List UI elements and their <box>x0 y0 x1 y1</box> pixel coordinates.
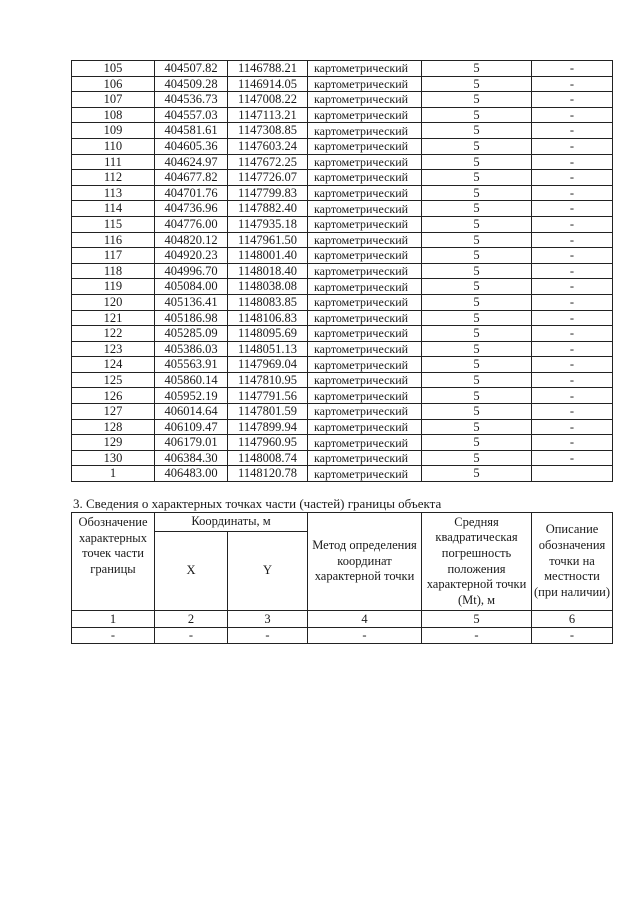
mean-error-cell: 5 <box>422 216 532 232</box>
coord-x-cell: 404581.61 <box>155 123 228 139</box>
coord-y-cell: 1147960.95 <box>228 435 308 451</box>
description-cell: - <box>532 216 613 232</box>
method-cell: картометрический <box>308 263 422 279</box>
column-number-cell: 4 <box>308 611 422 628</box>
coord-x-cell: 404736.96 <box>155 201 228 217</box>
point-number-cell: 114 <box>72 201 155 217</box>
coord-y-cell: 1147882.40 <box>228 201 308 217</box>
table-row <box>72 170 613 186</box>
coord-y-cell: 1148051.13 <box>228 341 308 357</box>
mean-error-cell: 5 <box>422 61 532 77</box>
coord-x-cell: 404677.82 <box>155 170 228 186</box>
coord-x-cell: 405084.00 <box>155 279 228 295</box>
header-description: Описание обозначения точки на местности (при наличии) <box>532 513 613 611</box>
description-cell: - <box>532 201 613 217</box>
point-number-cell: 119 <box>72 279 155 295</box>
point-number-cell: 111 <box>72 154 155 170</box>
description-cell <box>532 466 613 482</box>
header-designation: Обозначение характерных точек части границы <box>72 513 155 611</box>
point-number-cell: 117 <box>72 248 155 264</box>
method-cell: картометрический <box>308 419 422 435</box>
coord-x-cell: 404624.97 <box>155 154 228 170</box>
coord-y-cell: 1147308.85 <box>228 123 308 139</box>
description-cell: - <box>532 326 613 342</box>
description-cell: - <box>532 419 613 435</box>
empty-cell: - <box>72 628 155 644</box>
point-number-cell: 122 <box>72 326 155 342</box>
table-row <box>72 419 613 435</box>
coord-x-cell: 404557.03 <box>155 107 228 123</box>
point-number-cell: 1 <box>72 466 155 482</box>
coord-y-cell: 1147799.83 <box>228 185 308 201</box>
coord-x-cell: 404509.28 <box>155 76 228 92</box>
coord-y-cell: 1147113.21 <box>228 107 308 123</box>
coord-y-cell: 1147008.22 <box>228 92 308 108</box>
header-coordinates: Координаты, м <box>155 513 308 532</box>
coord-x-cell: 404605.36 <box>155 138 228 154</box>
point-number-cell: 127 <box>72 404 155 420</box>
description-cell: - <box>532 138 613 154</box>
point-number-cell: 109 <box>72 123 155 139</box>
coord-y-cell: 1148120.78 <box>228 466 308 482</box>
mean-error-cell: 5 <box>422 92 532 108</box>
description-cell: - <box>532 92 613 108</box>
coord-y-cell: 1147961.50 <box>228 232 308 248</box>
empty-cell: - <box>308 628 422 644</box>
table-row <box>72 263 613 279</box>
coord-y-cell: 1147726.07 <box>228 170 308 186</box>
description-cell: - <box>532 310 613 326</box>
coord-x-cell: 406483.00 <box>155 466 228 482</box>
header-y: Y <box>228 532 308 611</box>
method-cell: картометрический <box>308 310 422 326</box>
table-row <box>72 185 613 201</box>
table-row <box>72 201 613 217</box>
header-mean-error: Средняя квадратическая погрешность положения характерной точки (Mt), м <box>422 513 532 611</box>
empty-data-row <box>72 628 613 644</box>
description-cell: - <box>532 372 613 388</box>
coord-x-cell: 405386.03 <box>155 341 228 357</box>
description-cell: - <box>532 107 613 123</box>
description-cell: - <box>532 435 613 451</box>
mean-error-cell: 5 <box>422 232 532 248</box>
method-cell: картометрический <box>308 248 422 264</box>
coord-x-cell: 405186.98 <box>155 310 228 326</box>
mean-error-cell: 5 <box>422 76 532 92</box>
description-cell: - <box>532 388 613 404</box>
column-number-cell: 3 <box>228 611 308 628</box>
column-number-cell: 6 <box>532 611 613 628</box>
point-number-cell: 112 <box>72 170 155 186</box>
method-cell: картометрический <box>308 123 422 139</box>
point-number-cell: 118 <box>72 263 155 279</box>
point-number-cell: 115 <box>72 216 155 232</box>
description-cell: - <box>532 154 613 170</box>
coord-x-cell: 404536.73 <box>155 92 228 108</box>
method-cell: картометрический <box>308 404 422 420</box>
mean-error-cell: 5 <box>422 310 532 326</box>
mean-error-cell: 5 <box>422 185 532 201</box>
method-cell: картометрический <box>308 435 422 451</box>
mean-error-cell: 5 <box>422 170 532 186</box>
point-number-cell: 130 <box>72 450 155 466</box>
coord-x-cell: 404920.23 <box>155 248 228 264</box>
coord-x-cell: 406384.30 <box>155 450 228 466</box>
method-cell: картометрический <box>308 294 422 310</box>
table-row <box>72 341 613 357</box>
coord-x-cell: 405136.41 <box>155 294 228 310</box>
characteristic-points-table <box>71 60 613 482</box>
table-row <box>72 450 613 466</box>
table-row <box>72 76 613 92</box>
empty-cell: - <box>228 628 308 644</box>
point-number-cell: 105 <box>72 61 155 77</box>
table-row <box>72 357 613 373</box>
coord-y-cell: 1147672.25 <box>228 154 308 170</box>
description-cell: - <box>532 279 613 295</box>
description-cell: - <box>532 76 613 92</box>
empty-cell: - <box>532 628 613 644</box>
coord-x-cell: 404507.82 <box>155 61 228 77</box>
description-cell: - <box>532 404 613 420</box>
point-number-cell: 108 <box>72 107 155 123</box>
characteristic-points-body <box>72 61 613 482</box>
coord-x-cell: 406014.64 <box>155 404 228 420</box>
method-cell: картометрический <box>308 341 422 357</box>
coord-x-cell: 404996.70 <box>155 263 228 279</box>
method-cell: картометрический <box>308 154 422 170</box>
description-cell: - <box>532 123 613 139</box>
method-cell: картометрический <box>308 388 422 404</box>
coord-y-cell: 1147801.59 <box>228 404 308 420</box>
method-cell: картометрический <box>308 185 422 201</box>
point-number-cell: 110 <box>72 138 155 154</box>
coord-y-cell: 1146788.21 <box>228 61 308 77</box>
mean-error-cell: 5 <box>422 419 532 435</box>
column-number-cell: 1 <box>72 611 155 628</box>
table-row <box>72 294 613 310</box>
description-cell: - <box>532 263 613 279</box>
coord-y-cell: 1148106.83 <box>228 310 308 326</box>
coord-x-cell: 406109.47 <box>155 419 228 435</box>
description-cell: - <box>532 341 613 357</box>
coord-y-cell: 1148095.69 <box>228 326 308 342</box>
header-method: Метод определения координат характерной точки <box>308 513 422 611</box>
empty-cell: - <box>422 628 532 644</box>
mean-error-cell: 5 <box>422 404 532 420</box>
coord-y-cell: 1147899.94 <box>228 419 308 435</box>
description-cell: - <box>532 185 613 201</box>
method-cell: картометрический <box>308 357 422 373</box>
mean-error-cell: 5 <box>422 138 532 154</box>
mean-error-cell: 5 <box>422 466 532 482</box>
table-row <box>72 326 613 342</box>
point-number-cell: 107 <box>72 92 155 108</box>
table-row <box>72 372 613 388</box>
coord-x-cell: 404776.00 <box>155 216 228 232</box>
coord-y-cell: 1148001.40 <box>228 248 308 264</box>
table-row <box>72 404 613 420</box>
part-boundary-points-table <box>71 512 613 644</box>
point-number-cell: 124 <box>72 357 155 373</box>
mean-error-cell: 5 <box>422 248 532 264</box>
coord-y-cell: 1147935.18 <box>228 216 308 232</box>
method-cell: картометрический <box>308 201 422 217</box>
coord-x-cell: 404701.76 <box>155 185 228 201</box>
point-number-cell: 128 <box>72 419 155 435</box>
method-cell: картометрический <box>308 372 422 388</box>
table-row <box>72 154 613 170</box>
coord-x-cell: 405860.14 <box>155 372 228 388</box>
method-cell: картометрический <box>308 61 422 77</box>
table-row <box>72 92 613 108</box>
table-row <box>72 466 613 482</box>
mean-error-cell: 5 <box>422 107 532 123</box>
description-cell: - <box>532 61 613 77</box>
coord-y-cell: 1148018.40 <box>228 263 308 279</box>
method-cell: картометрический <box>308 216 422 232</box>
column-number-cell: 5 <box>422 611 532 628</box>
point-number-cell: 106 <box>72 76 155 92</box>
description-cell: - <box>532 357 613 373</box>
method-cell: картометрический <box>308 232 422 248</box>
point-number-cell: 113 <box>72 185 155 201</box>
table-row <box>72 107 613 123</box>
point-number-cell: 123 <box>72 341 155 357</box>
description-cell: - <box>532 170 613 186</box>
coord-y-cell: 1148008.74 <box>228 450 308 466</box>
mean-error-cell: 5 <box>422 263 532 279</box>
table-row <box>72 232 613 248</box>
method-cell: картометрический <box>308 170 422 186</box>
column-numbers-row <box>72 611 613 628</box>
table-row <box>72 61 613 77</box>
table-row <box>72 138 613 154</box>
method-cell: картометрический <box>308 466 422 482</box>
method-cell: картометрический <box>308 279 422 295</box>
table-row <box>72 310 613 326</box>
mean-error-cell: 5 <box>422 450 532 466</box>
point-number-cell: 116 <box>72 232 155 248</box>
coord-y-cell: 1148083.85 <box>228 294 308 310</box>
method-cell: картометрический <box>308 107 422 123</box>
coord-y-cell: 1146914.05 <box>228 76 308 92</box>
point-number-cell: 129 <box>72 435 155 451</box>
section-3-title: 3. Сведения о характерных точках части (частей) границы объекта <box>73 496 442 511</box>
method-cell: картометрический <box>308 450 422 466</box>
point-number-cell: 121 <box>72 310 155 326</box>
mean-error-cell: 5 <box>422 279 532 295</box>
description-cell: - <box>532 248 613 264</box>
method-cell: картометрический <box>308 138 422 154</box>
mean-error-cell: 5 <box>422 341 532 357</box>
description-cell: - <box>532 294 613 310</box>
point-number-cell: 126 <box>72 388 155 404</box>
description-cell: - <box>532 232 613 248</box>
mean-error-cell: 5 <box>422 326 532 342</box>
mean-error-cell: 5 <box>422 154 532 170</box>
coord-x-cell: 404820.12 <box>155 232 228 248</box>
coord-x-cell: 405563.91 <box>155 357 228 373</box>
table-row <box>72 435 613 451</box>
description-cell: - <box>532 450 613 466</box>
table-row <box>72 388 613 404</box>
mean-error-cell: 5 <box>422 201 532 217</box>
coord-x-cell: 405285.09 <box>155 326 228 342</box>
table-row <box>72 123 613 139</box>
mean-error-cell: 5 <box>422 294 532 310</box>
mean-error-cell: 5 <box>422 435 532 451</box>
mean-error-cell: 5 <box>422 388 532 404</box>
coord-x-cell: 405952.19 <box>155 388 228 404</box>
mean-error-cell: 5 <box>422 357 532 373</box>
coord-y-cell: 1147791.56 <box>228 388 308 404</box>
coord-y-cell: 1148038.08 <box>228 279 308 295</box>
coord-y-cell: 1147969.04 <box>228 357 308 373</box>
point-number-cell: 120 <box>72 294 155 310</box>
header-x: X <box>155 532 228 611</box>
empty-cell: - <box>155 628 228 644</box>
column-number-cell: 2 <box>155 611 228 628</box>
mean-error-cell: 5 <box>422 372 532 388</box>
method-cell: картометрический <box>308 76 422 92</box>
coord-y-cell: 1147810.95 <box>228 372 308 388</box>
mean-error-cell: 5 <box>422 123 532 139</box>
table-row <box>72 248 613 264</box>
point-number-cell: 125 <box>72 372 155 388</box>
table-row <box>72 216 613 232</box>
method-cell: картометрический <box>308 326 422 342</box>
coord-x-cell: 406179.01 <box>155 435 228 451</box>
coord-y-cell: 1147603.24 <box>228 138 308 154</box>
method-cell: картометрический <box>308 92 422 108</box>
table-row <box>72 279 613 295</box>
